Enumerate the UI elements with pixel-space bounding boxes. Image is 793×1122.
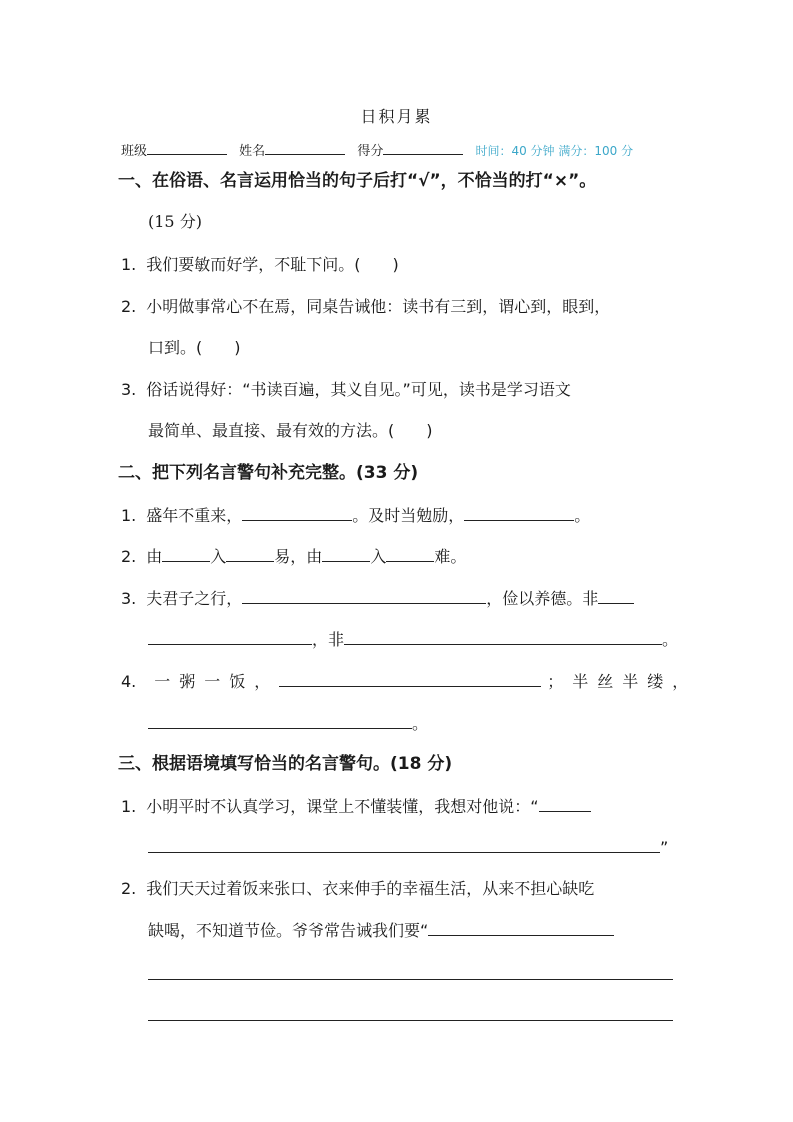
s2-item4-blank2[interactable] bbox=[148, 712, 412, 729]
s3-item2-blank1[interactable] bbox=[428, 919, 614, 936]
page-title: 日积月累 bbox=[360, 107, 433, 126]
s3-item1-blank2[interactable] bbox=[148, 836, 660, 853]
s2-item2-blank1[interactable] bbox=[162, 545, 210, 562]
s2-item2-blank4[interactable] bbox=[386, 545, 434, 562]
class-label: 班级 bbox=[121, 144, 148, 159]
s2-item3-line1: 3. 夫君子之行， ，俭以养德。非 bbox=[121, 587, 634, 610]
s3-item1-line1: 1. 小明平时不认真学习，课堂上不懂装懂，我想对他说：“ bbox=[121, 795, 591, 818]
s2-item3-line2: ，非 。 bbox=[148, 628, 678, 651]
name-blank[interactable] bbox=[265, 140, 345, 155]
s1-item3-line2: 最简单、最直接、最有效的方法。( ) bbox=[148, 421, 433, 440]
s1-item2-line1: 2. 小明做事常心不在焉，同桌告诫他：读书有三到，谓心到，眼到， bbox=[121, 297, 611, 316]
section3-heading: 三、根据语境填写恰当的名言警句。(18 分) bbox=[118, 754, 453, 774]
s3-item1-line2: ” bbox=[148, 836, 668, 859]
section1-heading: 一、在俗语、名言运用恰当的句子后打“√”，不恰当的打“×”。 bbox=[118, 171, 597, 191]
s3-item1-blank1[interactable] bbox=[539, 795, 591, 812]
s1-item1: 1. 我们要敏而好学，不耻下问。( ) bbox=[121, 255, 399, 274]
s2-item1: 1. 盛年不重来， 。及时当勉励， 。 bbox=[121, 506, 591, 525]
section1-points: (15 分) bbox=[148, 212, 202, 231]
s2-item4-line1: 4. 一粥一饭， ；半丝半缕， bbox=[121, 672, 698, 691]
s3-item2-line1: 2. 我们天天过着饭来张口、衣来伸手的幸福生活，从来不担心缺吃 bbox=[121, 879, 595, 898]
s3-item2-line2: 缺喝，不知道节俭。爷爷常告诫我们要“ bbox=[148, 919, 614, 942]
score-blank[interactable] bbox=[383, 140, 463, 155]
s2-item3-blank4[interactable] bbox=[344, 628, 662, 645]
s1-item3-line1: 3. 俗话说得好：“书读百遍，其义自见。”可见，读书是学习语文 bbox=[121, 380, 571, 399]
student-info-row bbox=[121, 140, 681, 159]
s2-item3-blank1[interactable] bbox=[242, 587, 486, 604]
s2-item2-blank2[interactable] bbox=[226, 545, 274, 562]
score-label: 得分 bbox=[357, 144, 384, 159]
section2-heading: 二、把下列名言警句补充完整。(33 分) bbox=[118, 463, 419, 483]
s2-item2: 2. 由 入 易，由 入 难。 bbox=[121, 547, 467, 566]
s1-item2-line2: 口到。( ) bbox=[148, 338, 241, 357]
class-blank[interactable] bbox=[147, 140, 227, 155]
s3-item2-answer-line1[interactable] bbox=[148, 979, 673, 980]
s2-item3-blank2[interactable] bbox=[598, 587, 634, 604]
s2-item1-blank1[interactable] bbox=[242, 504, 352, 521]
s2-item4-blank1[interactable] bbox=[279, 670, 541, 687]
s3-item2-answer-line2[interactable] bbox=[148, 1020, 673, 1021]
s2-item3-blank3[interactable] bbox=[148, 628, 312, 645]
s2-item2-blank3[interactable] bbox=[322, 545, 370, 562]
name-label: 姓名 bbox=[239, 144, 266, 159]
s2-item4-line2: 。 bbox=[148, 712, 428, 735]
time-score-meta: 时间：40 分钟 满分：100 分 bbox=[475, 144, 634, 158]
s2-item1-blank2[interactable] bbox=[464, 504, 574, 521]
